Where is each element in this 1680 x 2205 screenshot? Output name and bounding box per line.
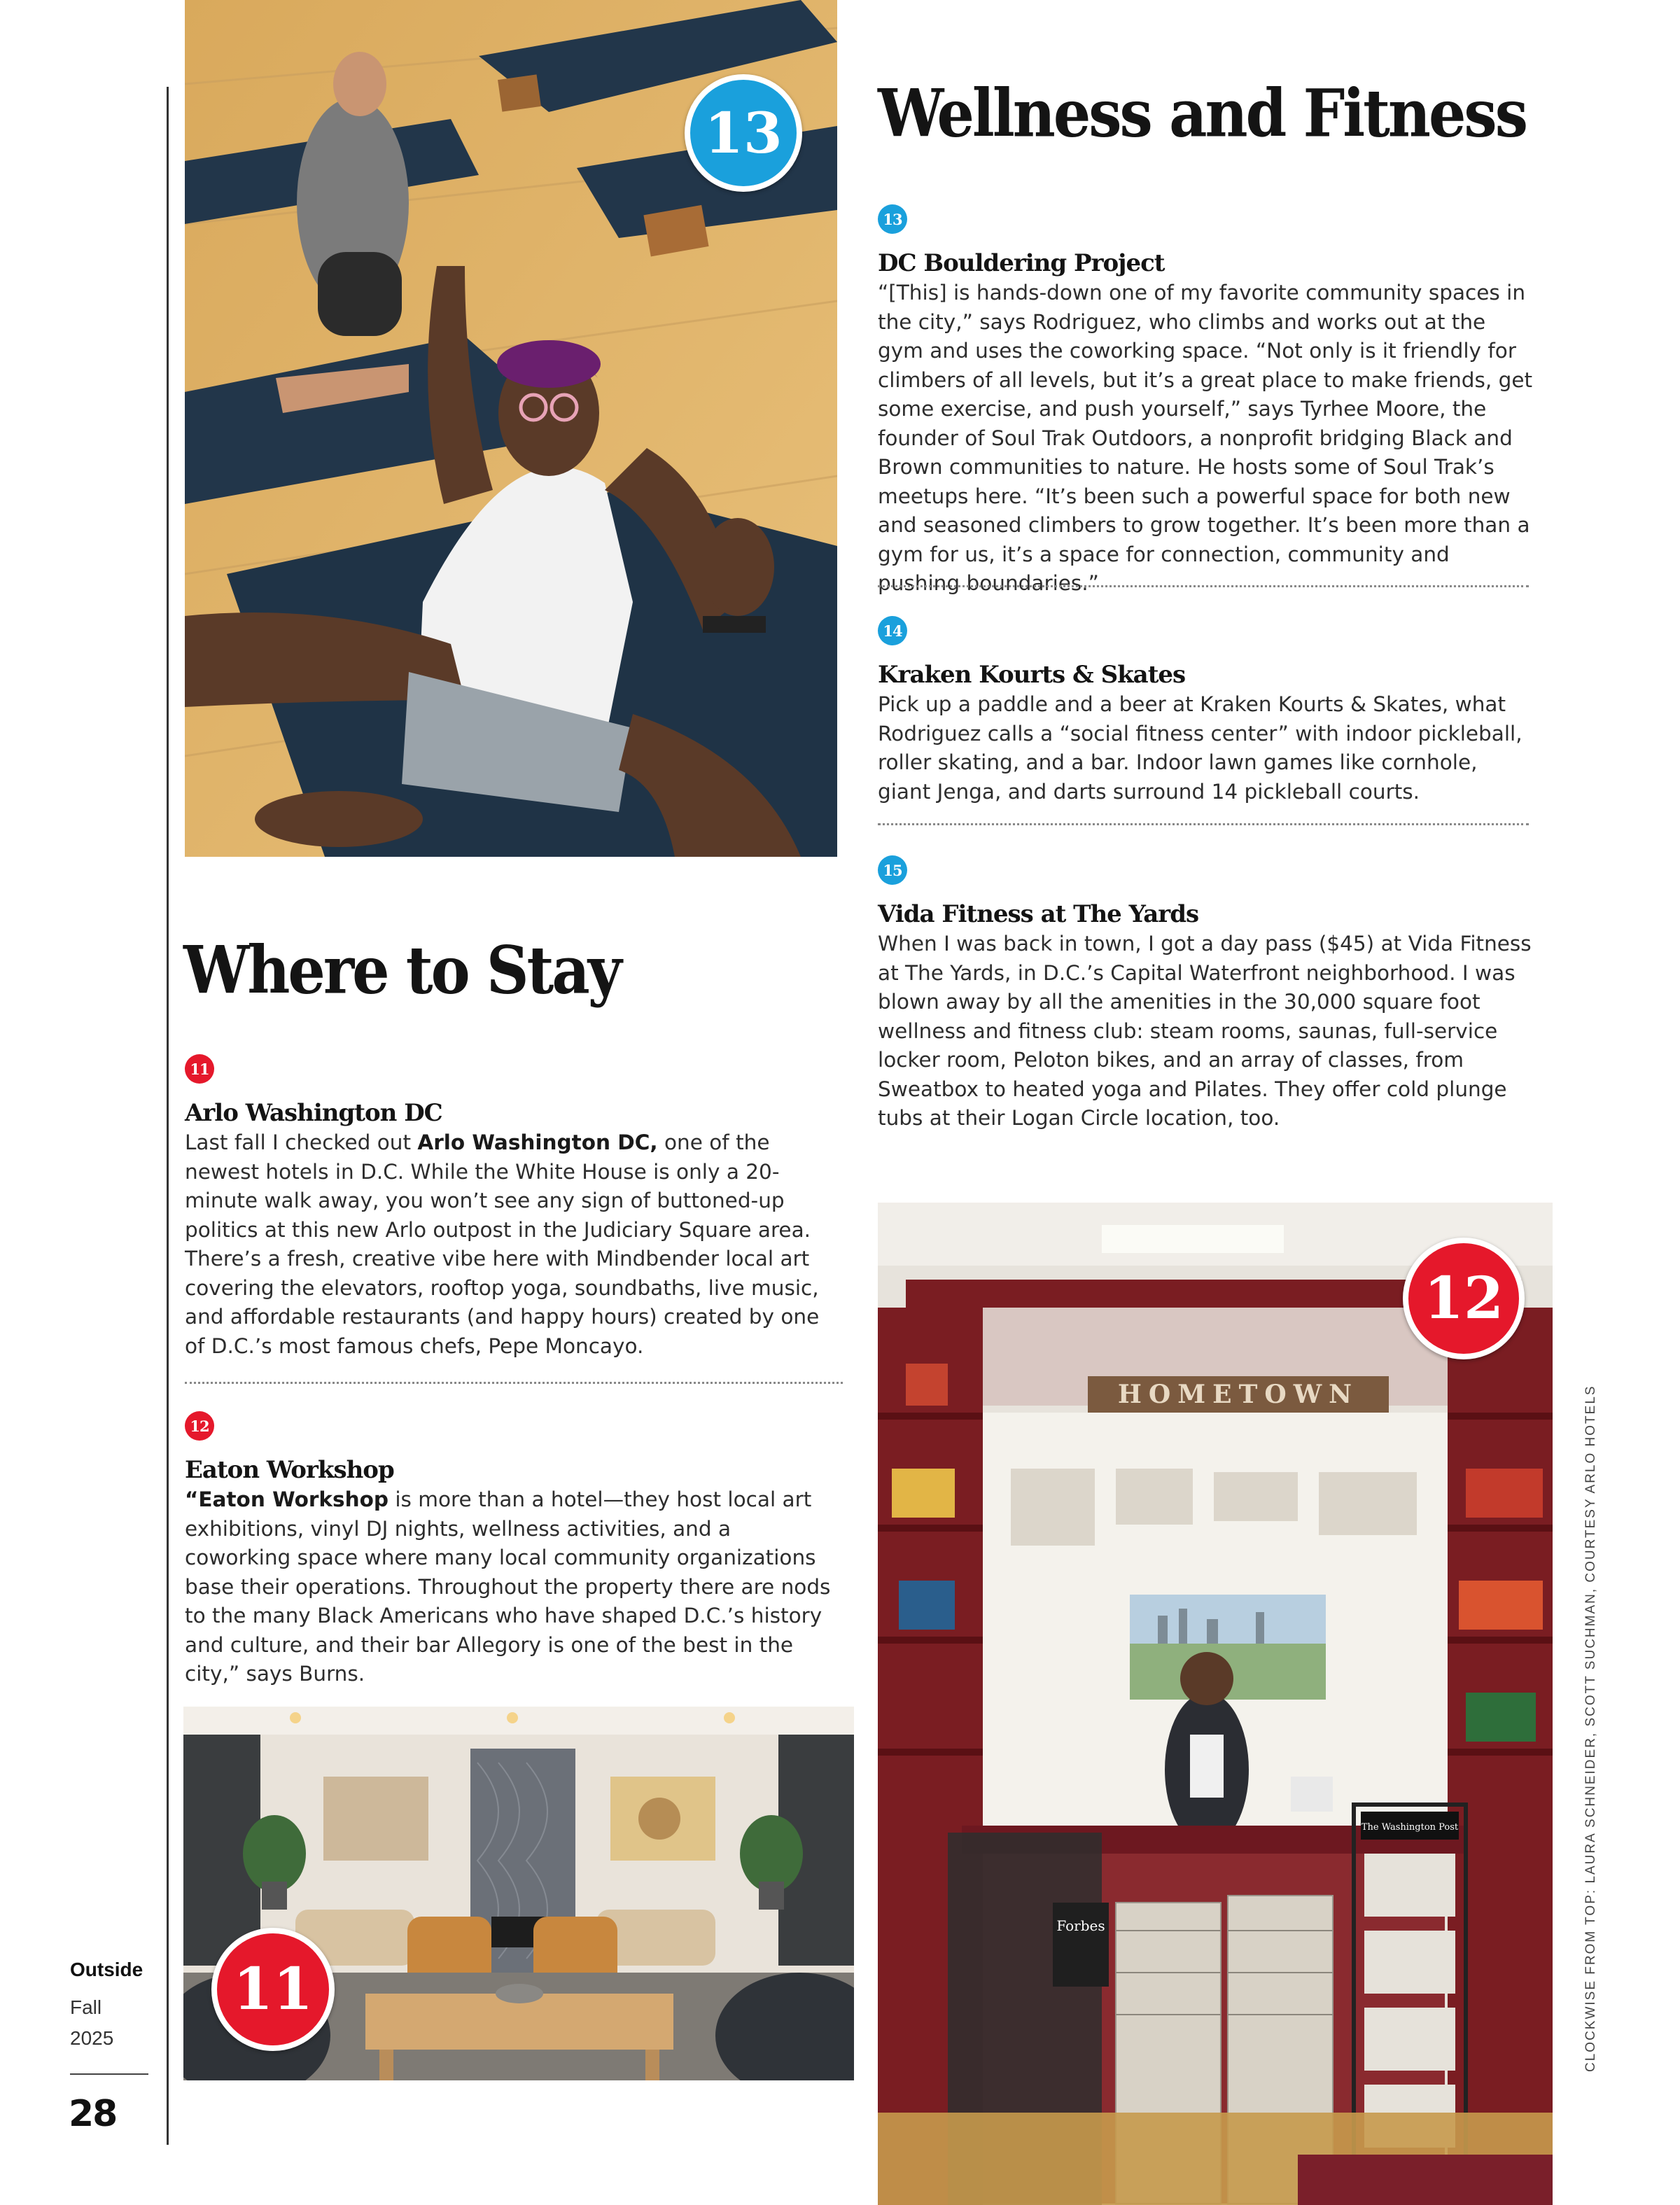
section-title-wellness: Wellness and Fitness — [878, 74, 1527, 152]
entry-number-badge: 12 — [185, 1411, 214, 1441]
folio-rule — [70, 2073, 148, 2075]
entry-arlo-washington — [185, 1054, 843, 1361]
entry-title: Vida Fitness at The Yards — [878, 900, 1199, 928]
entry-body: Last fall I checked out Arlo Washington DC, one of the newest hotels in D.C. While the White House is only a 20-minute walk away, you won’t see any sign of buttoned-up politics at this new Arlo outpost in the Judiciary Square area. There’s a fresh, creative vibe here with Mindbender local art covering the elevators, rooftop yoga, soundbaths, live music, and affordable restaurants (and happy hours) created by one of D.C.’s most famous chefs, Pepe Moncayo. — [185, 1130, 820, 1358]
magazine-cover-text: Forbes — [1056, 1917, 1105, 1934]
entry-divider — [878, 585, 1529, 587]
page-margin-rule — [167, 87, 169, 2145]
entry-title: DC Bouldering Project — [878, 249, 1165, 277]
entry-number-badge: 15 — [878, 855, 907, 885]
entry-divider — [878, 823, 1529, 825]
entry-dc-bouldering — [878, 204, 1536, 598]
entry-vida-fitness — [878, 855, 1536, 1133]
photo-badge-12: 12 — [1403, 1238, 1525, 1359]
entry-body: When I was back in town, I got a day pass ($45) at Vida Fitness at The Yards, in D.C.’s Capital Waterfront neighborhood. I was blown away by all the amenities in the 30,000 square foot wellness and fitness club: steam rooms, saunas, full-service locker room, Peloton bikes, and an array of classes, from Sweatbox to heated yoga and Pilates. They offer cold plunge tubs at their Logan Circle location, too. — [878, 932, 1532, 1130]
entry-body: “Eaton Workshop is more than a hotel—they host local art exhibitions, vinyl DJ nights, wellness activities, and a coworking space where many local community organizations base their operations. Throughout the property there are nods to the many Black Americans who have shaped D.C.’s history and culture, and their bar Allegory is one of the best in the city,” says Burns. — [185, 1488, 831, 1686]
entry-divider — [185, 1382, 843, 1384]
folio-issue-date — [70, 1992, 113, 2054]
photo-badge-11: 11 — [211, 1928, 335, 2051]
page-number: 28 — [69, 2093, 117, 2135]
folio-season: Fall — [70, 1996, 102, 2018]
photo-badge-13: 13 — [685, 74, 802, 192]
entry-body: “[This] is hands-down one of my favorite community spaces in the city,” says Rodriguez, who climbs and works out at the gym and uses the coworking space. “Not only is it friendly for climbers of all levels, but it’s a great place to make friends, get some exercise, and push yourself,” says Tyrhee Moore, the founder of Soul Trak Outdoors, a nonprofit bridging Black and Brown communities to nature. He hosts some of Soul Trak’s meetups here. “It’s been such a powerful space for both new and seasoned climbers to grow together. It’s been more than a gym for us, it’s a space for connection, community and pushing boundaries.” — [878, 281, 1533, 595]
photo-credit: CLOCKWISE FROM TOP: LAURA SCHNEIDER, SCOTT SUCHMAN, COURTESY ARLO HOTELS — [1583, 1385, 1598, 2072]
entry-eaton-workshop — [185, 1411, 843, 1689]
entry-body: Pick up a paddle and a beer at Kraken Kourts & Skates, what Rodriguez calls a “social fitness center” with indoor pickleball, roller skating, and a bar. Indoor lawn games like cornhole, giant Jenga, and darts surround 14 pickleball courts. — [878, 692, 1522, 804]
newspaper-rack-sign: The Washington Post — [1361, 1822, 1459, 1833]
folio-magazine-name: Outside — [70, 1959, 144, 1980]
entry-title: Arlo Washington DC — [185, 1099, 442, 1127]
entry-number-badge: 13 — [878, 204, 907, 234]
section-title-where-to-stay: Where to Stay — [183, 931, 620, 1009]
shop-sign-text: HOMETOWN — [1117, 1380, 1359, 1409]
entry-number-badge: 14 — [878, 616, 907, 645]
entry-number-badge: 11 — [185, 1054, 214, 1084]
folio-year: 2025 — [70, 2027, 114, 2049]
entry-kraken-kourts — [878, 616, 1536, 806]
entry-title: Eaton Workshop — [185, 1456, 394, 1484]
entry-title: Kraken Kourts & Skates — [878, 661, 1186, 689]
